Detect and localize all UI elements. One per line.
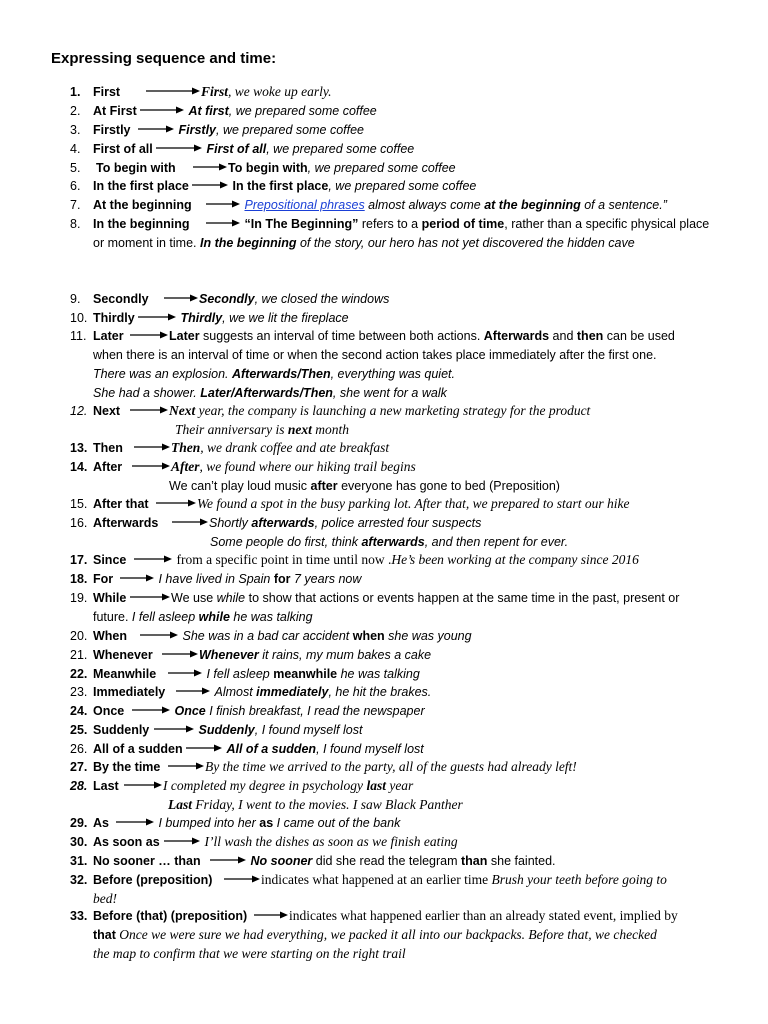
page-title: Expressing sequence and time: [51, 50, 277, 67]
right-arrow-icon [124, 777, 162, 796]
right-arrow-icon [134, 551, 172, 570]
right-arrow-icon [130, 589, 170, 608]
right-arrow-icon [138, 121, 174, 140]
right-arrow-icon [210, 852, 246, 871]
right-arrow-icon [168, 665, 202, 684]
right-arrow-icon [224, 871, 260, 890]
right-arrow-icon [168, 758, 204, 777]
right-arrow-icon [132, 458, 170, 477]
prepositional-phrases-link[interactable]: Prepositional phrases [244, 198, 365, 212]
right-arrow-icon [138, 309, 176, 328]
right-arrow-icon [162, 646, 198, 665]
right-arrow-icon [156, 495, 196, 514]
right-arrow-icon [140, 102, 184, 121]
document-page: Expressing sequence and time: 1. First First, we woke up early. 2. At First At first, we prepared some coffee 3. Firstly Firstly, we prepared some coffee 4. First of all First of all, we prepared some coffee 5. To begin with To begin with, we prepared some coffee 6. In the first place In the first place, we prepared some coffee 7. At the beginning Prepositional phrases almost always come at the beginning of a sentence.” 8. In the beginning “In The Beginning” refers to a period of time, rather than a specific physical place or moment in time. In the beginning of the story, our hero has not yet discovered the hidden cave 9. Secondly Secondly, we closed the windows 10. Thirdly Thirdly, we we lit the fireplace 11. Later Later suggests an interval of time between both actions. Afterwards and then can be used when there is an interval of time or when the second action takes place immediately after the first one. There was an explosion. Afterwards/Then, everything was quiet. She had a shower. Later/Afterwards/Then, she went for a walk 12. Next Next year, the company is launching a new marketing strategy for the product Their anniversary is next month 13. Then Then, we drank coffee and ate breakfast 14. After After, we found where our hiking trail begins We can’t play loud music after everyone has gone to bed (Preposition) 15. After that We found a spot in the busy parking lot. After that, we prepared to start our hike 16. Afterwards Shortly afterwards, police arrested four suspects Some people do first, think afterwards, and then repent for ever. 17. Since from a specific point in time until now .He’s been working at the company since 2016 18. For I have lived in Spain for 7 years now 19. While We use while to show that actions or events happen at the same time in the past, present or future. I fell asleep while he was talking 20. When She was in a bad car accident when she was young 21. Whenever Whenever it rains, my mum bakes a cake 22. Meanwhile I fell asleep meanwhile he was talking 23. Immediately Almost immediately, he hit the brakes. 24. Once Once I finish breakfast, I read the newspaper 25. Suddenly Suddenly, I found myself lost 26. All of a sudden All of a sudden, I found myself lost 27. By the time By the time we arrived to the party, all of the guests had already left! 28. Last I completed my degree in psychology last year Last Friday, I went to the movies. I saw Black Panther 29. As I bumped into her as I came out of the bank 30. As soon as I’ll wash the dishes as soon as we finish eating 31. No sooner … than No sooner did she read the telegram than she fainted. 32. Before (preposition) indicates what happened at an earlier time Brush your teeth before going to bed! 33. Before (that) (preposition) indicates what happened earlier than an already stated event, implied by that Once we were sure we had everything, we packed it all into our backpacks. Before that, we checked the map to confirm that we were starting on the right trail [51, 50, 710, 961]
right-arrow-icon [192, 177, 228, 196]
right-arrow-icon [206, 196, 240, 215]
right-arrow-icon [206, 215, 240, 234]
right-arrow-icon [132, 702, 170, 721]
right-arrow-icon [130, 402, 168, 421]
right-arrow-icon [140, 627, 178, 646]
right-arrow-icon [164, 290, 198, 309]
right-arrow-icon [254, 907, 288, 926]
right-arrow-icon [120, 570, 154, 589]
right-arrow-icon [164, 833, 200, 852]
right-arrow-icon [186, 740, 222, 759]
right-arrow-icon [176, 683, 210, 702]
right-arrow-icon [193, 159, 227, 178]
right-arrow-icon [154, 721, 194, 740]
right-arrow-icon [134, 439, 170, 458]
right-arrow-icon [156, 140, 202, 159]
right-arrow-icon [116, 814, 154, 833]
right-arrow-icon [130, 327, 168, 346]
right-arrow-icon [146, 83, 200, 102]
right-arrow-icon [172, 514, 208, 533]
